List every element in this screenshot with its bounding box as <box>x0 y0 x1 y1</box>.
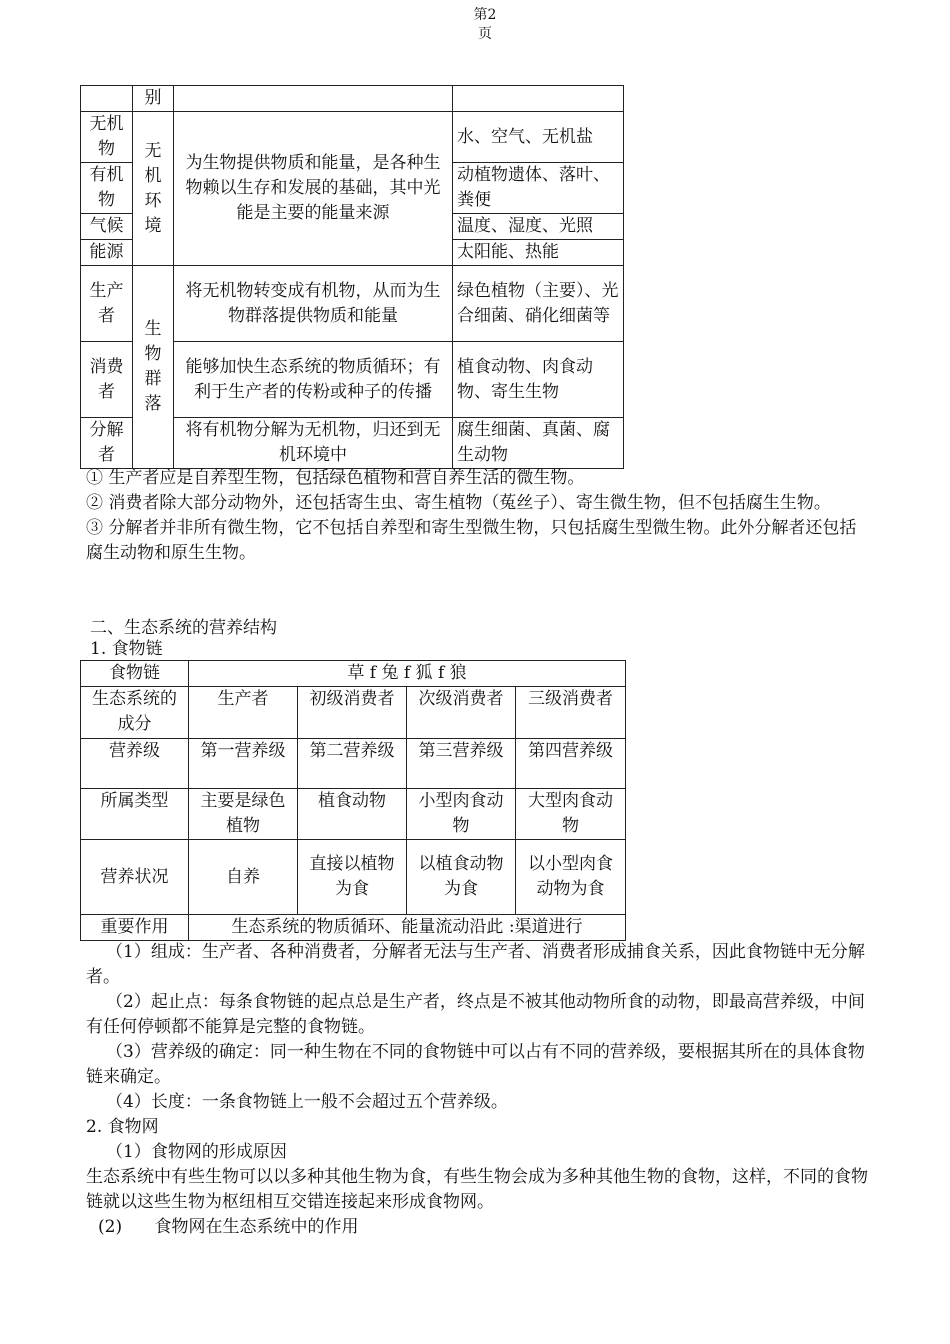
producer-role: 将无机物转变成有机物，从而为生物群落提供物质和能量 <box>174 266 453 342</box>
producer-label: 生产者 <box>81 266 133 342</box>
component-4: 三级消费者 <box>516 687 626 739</box>
chain-point-3: （3）营养级的确定：同一种生物在不同的食物链中可以占有不同的营养级，要根据其所在的具体食物链来确定。 <box>86 1042 865 1087</box>
type-3: 小型肉食动物 <box>407 789 516 840</box>
food-chain-title: 1. 食物链 <box>90 639 163 659</box>
climate-example: 温度、湿度、光照 <box>453 214 624 240</box>
level-4: 第四营养级 <box>516 739 626 789</box>
note-1: ① 生产者应是自养型生物，包括绿色植物和营自养生活的微生物。 <box>86 468 585 488</box>
section-2-title: 二、生态系统的营养结构 <box>90 618 277 638</box>
consumer-example: 植食动物、肉食动物、寄生生物 <box>453 342 624 418</box>
level-2: 第二营养级 <box>298 739 407 789</box>
nutrition-4: 以小型肉食动物为食 <box>516 840 626 915</box>
inorganic-label: 无机物 <box>81 112 133 163</box>
food-chain-table <box>80 660 626 941</box>
decomposer-label: 分解者 <box>81 418 133 469</box>
type-2: 植食动物 <box>298 789 407 840</box>
header-fragment: 别 <box>133 86 174 112</box>
component-1: 生产者 <box>189 687 298 739</box>
producer-example: 绿色植物（主要）、光合细菌、硝化细菌等 <box>453 266 624 342</box>
page-number: 第2 页 <box>473 7 497 42</box>
food-web-sub-1: （1）食物网的形成原因 <box>106 1142 287 1162</box>
chain-value: 草 f 兔 f 狐 f 狼 <box>189 661 626 687</box>
nutrition-3: 以植食动物为食 <box>407 840 516 915</box>
type-4: 大型肉食动物 <box>516 789 626 840</box>
level-1: 第一营养级 <box>189 739 298 789</box>
nutrition-1: 自养 <box>189 840 298 915</box>
nutrition-label: 营养状况 <box>81 840 189 915</box>
component-notes <box>86 466 866 566</box>
decomposer-example: 腐生细菌、真菌、腐生动物 <box>453 418 624 469</box>
role-label: 重要作用 <box>81 915 189 941</box>
level-3: 第三营养级 <box>407 739 516 789</box>
component-label: 生态系统的成分 <box>81 687 189 739</box>
ecosystem-components-table <box>80 85 624 469</box>
component-2: 初级消费者 <box>298 687 407 739</box>
consumer-role: 能够加快生态系统的物质循环；有利于生产者的传粉或种子的传播 <box>174 342 453 418</box>
climate-label: 气候 <box>81 214 133 240</box>
chain-point-4: （4）长度：一条食物链上一般不会超过五个营养级。 <box>106 1092 508 1112</box>
inorganic-example: 水、空气、无机盐 <box>453 112 624 163</box>
food-web-title: 2. 食物网 <box>86 1117 159 1137</box>
type-1: 主要是绿色植物 <box>189 789 298 840</box>
nutrition-2: 直接以植物为食 <box>298 840 407 915</box>
role-value: 生态系统的物质循环、能量流动沿此 :渠道进行 <box>189 915 626 941</box>
level-label: 营养级 <box>81 739 189 789</box>
chain-label: 食物链 <box>81 661 189 687</box>
env-group: 无机环境 <box>133 112 174 266</box>
note-2: ② 消费者除大部分动物外，还包括寄生虫、寄生植物（菟丝子）、寄生微生物，但不包括腐生生物。 <box>86 493 831 513</box>
food-web-sub-2: (2) 食物网在生态系统中的作用 <box>98 1217 359 1237</box>
table-cell <box>174 86 453 112</box>
decomposer-role: 将有机物分解为无机物，归还到无机环境中 <box>174 418 453 469</box>
organic-example: 动植物遗体、落叶、粪便 <box>453 163 624 214</box>
type-label: 所属类型 <box>81 789 189 840</box>
env-role: 为生物提供物质和能量，是各种生物赖以生存和发展的基础，其中光能是主要的能量来源 <box>174 112 453 266</box>
note-3: ③ 分解者并非所有微生物，它不包括自养型和寄生型微生物，只包括腐生型微生物。此外分解者还包括腐生动物和原生生物。 <box>86 518 857 563</box>
table-cell <box>453 86 624 112</box>
food-chain-points <box>86 940 876 1240</box>
component-3: 次级消费者 <box>407 687 516 739</box>
consumer-label: 消费者 <box>81 342 133 418</box>
organic-label: 有机物 <box>81 163 133 214</box>
chain-point-2: （2）起止点：每条食物链的起点总是生产者，终点是不被其他动物所食的动物，即最高营养级，中间有任何停顿都不能算是完整的食物链。 <box>86 992 865 1037</box>
chain-point-1: （1）组成：生产者、各种消费者，分解者无法与生产者、消费者形成捕食关系，因此食物链中无分解者。 <box>86 942 865 987</box>
bio-group: 生物群落 <box>133 266 174 469</box>
food-web-paragraph: 生态系统中有些生物可以以多种其他生物为食，有些生物会成为多种其他生物的食物，这样，不同的食物链就以这些生物为枢纽相互交错连接起来形成食物网。 <box>86 1167 868 1212</box>
table-cell <box>81 86 133 112</box>
energy-label: 能源 <box>81 240 133 266</box>
energy-example: 太阳能、热能 <box>453 240 624 266</box>
